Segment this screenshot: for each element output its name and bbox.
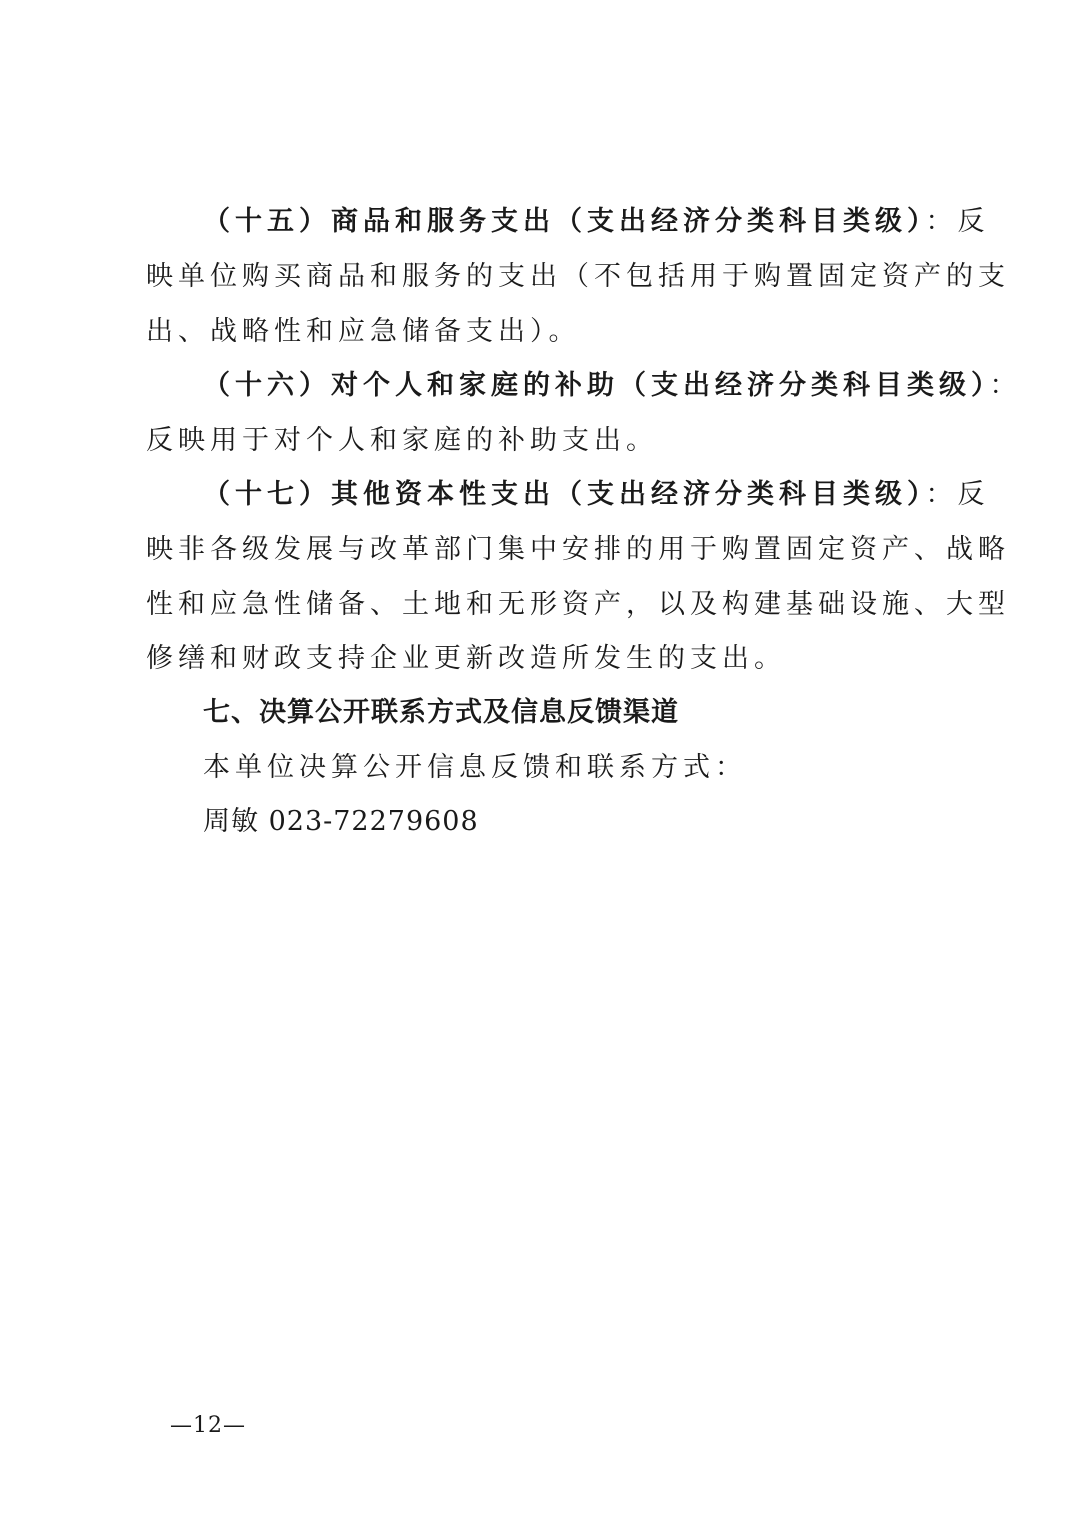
contact-info: 周敏 023-72279608: [203, 806, 479, 837]
item16-title: （十六）对个人和家庭的补助（支出经济分类科目类级）: [203, 370, 990, 401]
item15-colon: ：: [925, 206, 958, 237]
item17-title: （十七）其他资本性支出（支出经济分类科目类级）: [203, 479, 926, 510]
item17-line4: 修缮和财政支持企业更新改造所发生的支出。: [146, 643, 786, 674]
paragraph-item17-line1: [203, 478, 1003, 512]
item17-line2: 映非各级发展与改革部门集中安排的用于购置固定资产、战略: [146, 534, 1010, 565]
item15-line2: 映单位购买商品和服务的支出（不包括用于购置固定资产的支: [146, 261, 1010, 292]
page-number: —12—: [170, 1413, 246, 1438]
section7-heading: 七、决算公开联系方式及信息反馈渠道: [203, 697, 679, 728]
item15-line1-rest: 反: [957, 206, 990, 237]
item15-title: （十五）商品和服务支出（支出经济分类科目类级）: [203, 206, 926, 237]
item16-line2: 反映用于对个人和家庭的补助支出。: [146, 425, 658, 456]
item17-line3: 性和应急性储备、土地和无形资产，以及构建基础设施、大型: [146, 589, 1010, 620]
item16-colon: ：: [989, 370, 1022, 401]
item15-line3: 出、战略性和应急储备支出）。: [146, 316, 581, 347]
paragraph-item16-line1: [203, 369, 1022, 403]
section7-intro: 本单位决算公开信息反馈和联系方式：: [203, 752, 747, 783]
item17-line1-rest: 反: [957, 479, 990, 510]
item17-colon: ：: [925, 479, 958, 510]
paragraph-item15-line1: [203, 205, 1003, 239]
